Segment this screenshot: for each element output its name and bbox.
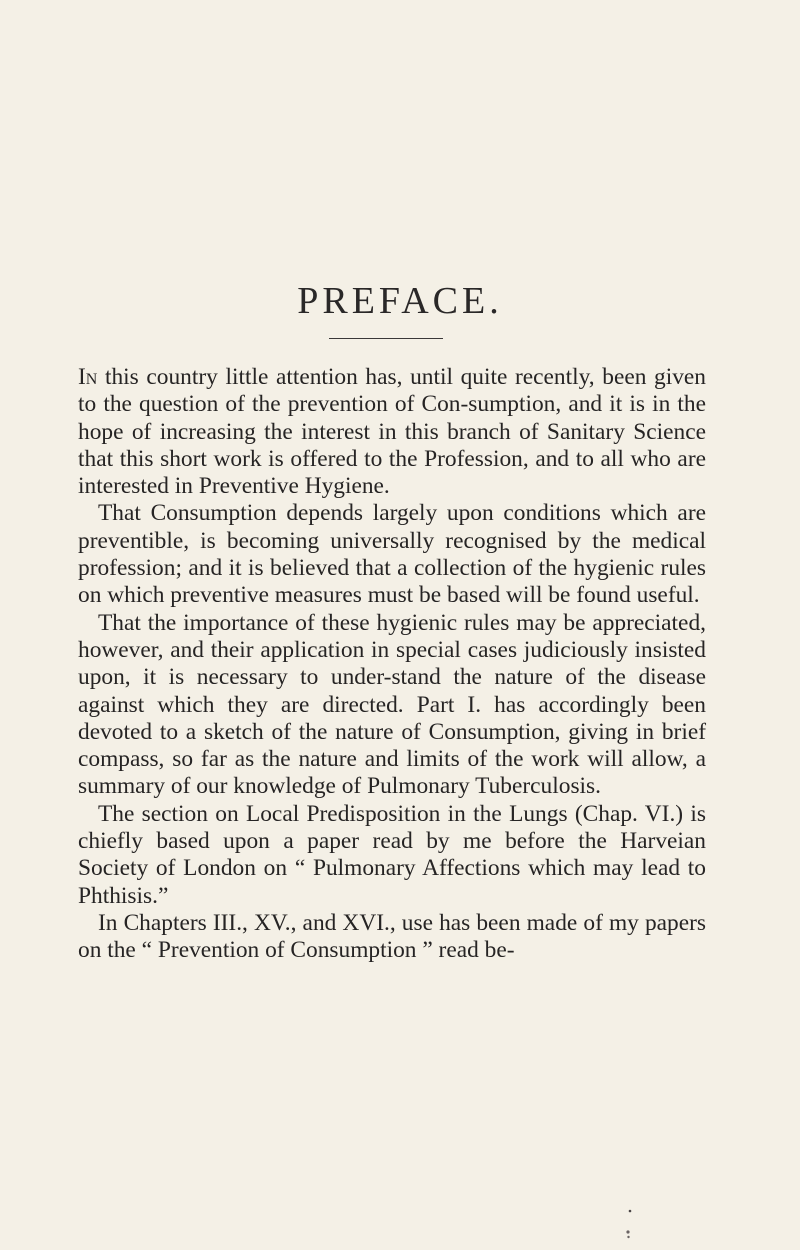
drop-lead-word: In: [78, 364, 98, 390]
page-title: PREFACE.: [297, 280, 503, 322]
paragraph-3: That the importance of these hygienic rules may be appreciated, however, and their application in special cases judiciously insisted upon, it is necessary to under-stand the nature of the disease against which they are directed. Part I. has accordingly been devoted to a sketch of the nature of Consumption, giving in brief compass, so far as the nature and limits of the work will allow, a summary of our knowledge of Pulmonary Tuberculosis.: [78, 609, 706, 800]
paragraph-1-text: this country little attention has, until quite recently, been given to the question of the prevention of Con-sumption, and it is in the hope of increasing the interest in this branch of Sanitary Science that this short work is offered to the Profession, and to all who are interested in Preventive Hygiene.: [78, 364, 706, 500]
paper-speck-marks: [626, 1208, 632, 1248]
paragraph-1: [78, 364, 706, 500]
paragraph-4: The section on Local Predisposition in the Lungs (Chap. VI.) is chiefly based upon a paper read by me before the Harveian Society of London on “ Pulmonary Affections which may lead to Phthisis.”: [78, 800, 706, 909]
paragraph-2: That Consumption depends largely upon conditions which are preventible, is becoming universally recognised by the medical profession; and it is believed that a collection of the hygienic rules on which preventive measures must be based will be found useful.: [78, 500, 706, 609]
paragraph-5: In Chapters III., XV., and XVI., use has been made of my papers on the “ Prevention of Consumption ” read be-: [78, 909, 706, 964]
title-rule: [329, 338, 443, 339]
preface-body: [78, 364, 706, 965]
